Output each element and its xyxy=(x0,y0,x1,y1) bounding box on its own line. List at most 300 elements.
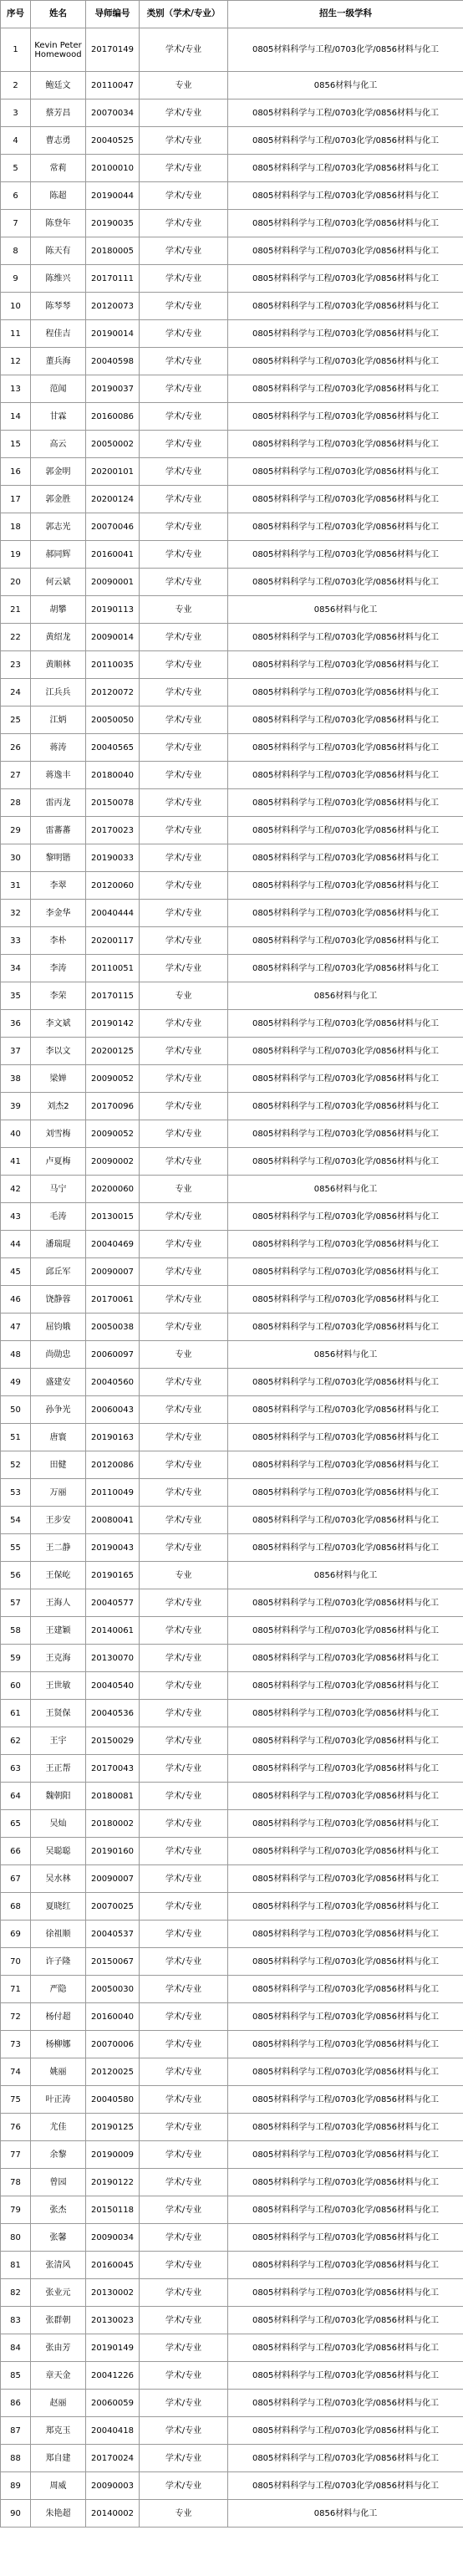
cell-name: 吴水林 xyxy=(31,1865,86,1893)
cell-name: 黎明锴 xyxy=(31,844,86,872)
cell-type: 学术/专业 xyxy=(140,2417,228,2445)
cell-name: 张业元 xyxy=(31,2279,86,2307)
cell-code: 20050038 xyxy=(86,1314,140,1341)
header-no: 序号 xyxy=(1,1,31,28)
cell-type: 学术/专业 xyxy=(140,569,228,596)
cell-subject: 0805材料科学与工程/0703化学/0856材料与化工 xyxy=(228,431,463,458)
cell-subject: 0805材料科学与工程/0703化学/0856材料与化工 xyxy=(228,1479,463,1507)
cell-code: 20160045 xyxy=(86,2252,140,2279)
table-row xyxy=(1,293,463,320)
cell-subject: 0805材料科学与工程/0703化学/0856材料与化工 xyxy=(228,2417,463,2445)
cell-name: 万丽 xyxy=(31,1479,86,1507)
cell-code: 20120073 xyxy=(86,293,140,320)
cell-type: 学术/专业 xyxy=(140,955,228,982)
cell-name: 姚丽 xyxy=(31,2058,86,2086)
cell-name: 尚勋忠 xyxy=(31,1341,86,1369)
cell-code: 20110049 xyxy=(86,1479,140,1507)
cell-no: 27 xyxy=(1,762,31,789)
table-row xyxy=(1,789,463,817)
cell-no: 38 xyxy=(1,1065,31,1093)
cell-subject: 0805材料科学与工程/0703化学/0856材料与化工 xyxy=(228,1120,463,1148)
cell-code: 20070006 xyxy=(86,2031,140,2058)
cell-no: 20 xyxy=(1,569,31,596)
table-row xyxy=(1,596,463,624)
cell-no: 40 xyxy=(1,1120,31,1148)
cell-type: 学术/专业 xyxy=(140,1645,228,1672)
cell-type: 学术/专业 xyxy=(140,1231,228,1258)
cell-type: 学术/专业 xyxy=(140,2114,228,2141)
table-row xyxy=(1,1093,463,1120)
cell-type: 学术/专业 xyxy=(140,293,228,320)
cell-type: 学术/专业 xyxy=(140,1617,228,1645)
table-row xyxy=(1,1286,463,1314)
table-row xyxy=(1,1176,463,1203)
cell-name: 唐寰 xyxy=(31,1424,86,1451)
cell-code: 20090002 xyxy=(86,1148,140,1176)
cell-type: 学术/专业 xyxy=(140,2169,228,2196)
cell-name: 范闻 xyxy=(31,375,86,403)
cell-no: 71 xyxy=(1,1976,31,2003)
cell-type: 学术/专业 xyxy=(140,872,228,900)
cell-name: 王海人 xyxy=(31,1589,86,1617)
table-row xyxy=(1,2334,463,2362)
cell-code: 20040418 xyxy=(86,2417,140,2445)
table-row xyxy=(1,1341,463,1369)
cell-no: 58 xyxy=(1,1617,31,1645)
header-subject: 招生一级学科 xyxy=(228,1,463,28)
table-row xyxy=(1,1589,463,1617)
cell-type: 学术/专业 xyxy=(140,2445,228,2472)
cell-no: 42 xyxy=(1,1176,31,1203)
cell-subject: 0856材料与化工 xyxy=(228,1176,463,1203)
cell-name: 郭金明 xyxy=(31,458,86,486)
cell-code: 20110047 xyxy=(86,72,140,99)
cell-subject: 0805材料科学与工程/0703化学/0856材料与化工 xyxy=(228,2003,463,2031)
cell-subject: 0805材料科学与工程/0703化学/0856材料与化工 xyxy=(228,99,463,127)
cell-subject: 0805材料科学与工程/0703化学/0856材料与化工 xyxy=(228,1314,463,1341)
cell-subject: 0856材料与化工 xyxy=(228,982,463,1010)
cell-code: 20120060 xyxy=(86,872,140,900)
cell-no: 77 xyxy=(1,2141,31,2169)
cell-no: 60 xyxy=(1,1672,31,1700)
cell-name: 饶静蓉 xyxy=(31,1286,86,1314)
cell-name: 李涛 xyxy=(31,955,86,982)
cell-subject: 0805材料科学与工程/0703化学/0856材料与化工 xyxy=(228,1093,463,1120)
cell-type: 学术/专业 xyxy=(140,789,228,817)
cell-subject: 0805材料科学与工程/0703化学/0856材料与化工 xyxy=(228,1700,463,1727)
cell-subject: 0805材料科学与工程/0703化学/0856材料与化工 xyxy=(228,2390,463,2417)
cell-type: 学术/专业 xyxy=(140,1810,228,1838)
cell-type: 学术/专业 xyxy=(140,182,228,210)
cell-code: 20160041 xyxy=(86,541,140,569)
table-row xyxy=(1,403,463,431)
cell-name: 刘杰2 xyxy=(31,1093,86,1120)
table-row xyxy=(1,2252,463,2279)
cell-subject: 0805材料科学与工程/0703化学/0856材料与化工 xyxy=(228,1672,463,1700)
cell-code: 20040598 xyxy=(86,348,140,375)
cell-no: 83 xyxy=(1,2307,31,2334)
cell-subject: 0805材料科学与工程/0703化学/0856材料与化工 xyxy=(228,651,463,679)
cell-name: 黄顺林 xyxy=(31,651,86,679)
cell-subject: 0805材料科学与工程/0703化学/0856材料与化工 xyxy=(228,1424,463,1451)
cell-subject: 0805材料科学与工程/0703化学/0856材料与化工 xyxy=(228,2307,463,2334)
cell-code: 20170111 xyxy=(86,265,140,293)
table-row xyxy=(1,2390,463,2417)
cell-code: 20190163 xyxy=(86,1424,140,1451)
cell-code: 20040580 xyxy=(86,2086,140,2114)
cell-name: 朱艳超 xyxy=(31,2500,86,2528)
cell-subject: 0805材料科学与工程/0703化学/0856材料与化工 xyxy=(228,1865,463,1893)
cell-no: 17 xyxy=(1,486,31,513)
cell-code: 20190033 xyxy=(86,844,140,872)
cell-no: 43 xyxy=(1,1203,31,1231)
cell-no: 28 xyxy=(1,789,31,817)
table-row xyxy=(1,155,463,182)
cell-type: 学术/专业 xyxy=(140,817,228,844)
cell-no: 64 xyxy=(1,1783,31,1810)
cell-subject: 0805材料科学与工程/0703化学/0856材料与化工 xyxy=(228,265,463,293)
cell-subject: 0805材料科学与工程/0703化学/0856材料与化工 xyxy=(228,1507,463,1534)
cell-subject: 0805材料科学与工程/0703化学/0856材料与化工 xyxy=(228,403,463,431)
table-row xyxy=(1,1148,463,1176)
cell-subject: 0805材料科学与工程/0703化学/0856材料与化工 xyxy=(228,789,463,817)
table-row xyxy=(1,927,463,955)
cell-name: 陈维兴 xyxy=(31,265,86,293)
cell-name: 黄绍龙 xyxy=(31,624,86,651)
cell-type: 学术/专业 xyxy=(140,2390,228,2417)
cell-type: 学术/专业 xyxy=(140,927,228,955)
cell-code: 20090014 xyxy=(86,624,140,651)
cell-subject: 0805材料科学与工程/0703化学/0856材料与化工 xyxy=(228,2031,463,2058)
cell-type: 学术/专业 xyxy=(140,1534,228,1562)
cell-subject: 0805材料科学与工程/0703化学/0856材料与化工 xyxy=(228,1396,463,1424)
table-row xyxy=(1,569,463,596)
cell-name: 孙争光 xyxy=(31,1396,86,1424)
cell-name: 吴聪聪 xyxy=(31,1838,86,1865)
table-row xyxy=(1,1865,463,1893)
cell-subject: 0805材料科学与工程/0703化学/0856材料与化工 xyxy=(228,1258,463,1286)
table-row xyxy=(1,28,463,72)
cell-code: 20200101 xyxy=(86,458,140,486)
cell-type: 专业 xyxy=(140,1176,228,1203)
table-row xyxy=(1,1424,463,1451)
cell-code: 20060059 xyxy=(86,2390,140,2417)
cell-subject: 0805材料科学与工程/0703化学/0856材料与化工 xyxy=(228,2252,463,2279)
cell-name: 陈琴琴 xyxy=(31,293,86,320)
cell-code: 20190113 xyxy=(86,596,140,624)
cell-no: 67 xyxy=(1,1865,31,1893)
cell-type: 专业 xyxy=(140,596,228,624)
table-row xyxy=(1,2031,463,2058)
cell-no: 57 xyxy=(1,1589,31,1617)
cell-type: 学术/专业 xyxy=(140,1093,228,1120)
cell-subject: 0805材料科学与工程/0703化学/0856材料与化工 xyxy=(228,28,463,72)
cell-no: 68 xyxy=(1,1893,31,1921)
cell-subject: 0805材料科学与工程/0703化学/0856材料与化工 xyxy=(228,1369,463,1396)
cell-name: 雷蕃蕃 xyxy=(31,817,86,844)
cell-type: 学术/专业 xyxy=(140,237,228,265)
cell-code: 20130015 xyxy=(86,1203,140,1231)
cell-type: 学术/专业 xyxy=(140,679,228,706)
cell-subject: 0805材料科学与工程/0703化学/0856材料与化工 xyxy=(228,1921,463,1948)
cell-type: 学术/专业 xyxy=(140,348,228,375)
cell-code: 20090052 xyxy=(86,1065,140,1093)
table-row xyxy=(1,1507,463,1534)
cell-name: 李翠 xyxy=(31,872,86,900)
cell-subject: 0805材料科学与工程/0703化学/0856材料与化工 xyxy=(228,155,463,182)
cell-type: 学术/专业 xyxy=(140,1010,228,1038)
cell-type: 学术/专业 xyxy=(140,762,228,789)
cell-subject: 0805材料科学与工程/0703化学/0856材料与化工 xyxy=(228,1065,463,1093)
cell-code: 20130070 xyxy=(86,1645,140,1672)
cell-type: 学术/专业 xyxy=(140,1479,228,1507)
cell-subject: 0805材料科学与工程/0703化学/0856材料与化工 xyxy=(228,127,463,155)
cell-name: Kevin Peter Homewood xyxy=(31,28,86,72)
table-row xyxy=(1,1010,463,1038)
cell-type: 专业 xyxy=(140,982,228,1010)
cell-subject: 0805材料科学与工程/0703化学/0856材料与化工 xyxy=(228,513,463,541)
cell-subject: 0805材料科学与工程/0703化学/0856材料与化工 xyxy=(228,2141,463,2169)
cell-subject: 0805材料科学与工程/0703化学/0856材料与化工 xyxy=(228,1038,463,1065)
cell-name: 梁婵 xyxy=(31,1065,86,1093)
table-row xyxy=(1,2169,463,2196)
cell-type: 学术/专业 xyxy=(140,2279,228,2307)
cell-name: 程佳吉 xyxy=(31,320,86,348)
cell-type: 学术/专业 xyxy=(140,2224,228,2252)
cell-no: 25 xyxy=(1,706,31,734)
cell-no: 18 xyxy=(1,513,31,541)
cell-no: 24 xyxy=(1,679,31,706)
cell-name: 夏晓红 xyxy=(31,1893,86,1921)
cell-name: 陈登年 xyxy=(31,210,86,237)
cell-no: 54 xyxy=(1,1507,31,1534)
table-row xyxy=(1,348,463,375)
cell-type: 专业 xyxy=(140,1341,228,1369)
table-row xyxy=(1,1314,463,1341)
table-row xyxy=(1,1065,463,1093)
cell-no: 66 xyxy=(1,1838,31,1865)
cell-subject: 0805材料科学与工程/0703化学/0856材料与化工 xyxy=(228,679,463,706)
cell-name: 董兵海 xyxy=(31,348,86,375)
cell-subject: 0805材料科学与工程/0703化学/0856材料与化工 xyxy=(228,182,463,210)
table-row xyxy=(1,1479,463,1507)
table-row xyxy=(1,2307,463,2334)
cell-subject: 0805材料科学与工程/0703化学/0856材料与化工 xyxy=(228,1838,463,1865)
cell-code: 20040577 xyxy=(86,1589,140,1617)
cell-no: 82 xyxy=(1,2279,31,2307)
cell-subject: 0805材料科学与工程/0703化学/0856材料与化工 xyxy=(228,458,463,486)
cell-type: 学术/专业 xyxy=(140,486,228,513)
cell-no: 89 xyxy=(1,2472,31,2500)
cell-name: 王步安 xyxy=(31,1507,86,1534)
cell-type: 学术/专业 xyxy=(140,651,228,679)
cell-subject: 0805材料科学与工程/0703化学/0856材料与化工 xyxy=(228,486,463,513)
cell-no: 35 xyxy=(1,982,31,1010)
cell-subject: 0805材料科学与工程/0703化学/0856材料与化工 xyxy=(228,569,463,596)
cell-subject: 0805材料科学与工程/0703化学/0856材料与化工 xyxy=(228,2169,463,2196)
cell-name: 蒋逸丰 xyxy=(31,762,86,789)
table-row xyxy=(1,1893,463,1921)
cell-name: 江炳 xyxy=(31,706,86,734)
cell-subject: 0805材料科学与工程/0703化学/0856材料与化工 xyxy=(228,817,463,844)
table-row xyxy=(1,1672,463,1700)
table-row xyxy=(1,679,463,706)
cell-type: 学术/专业 xyxy=(140,513,228,541)
cell-name: 郝同辉 xyxy=(31,541,86,569)
cell-code: 20190035 xyxy=(86,210,140,237)
cell-code: 20170061 xyxy=(86,1286,140,1314)
cell-code: 20110051 xyxy=(86,955,140,982)
cell-name: 赵丽 xyxy=(31,2390,86,2417)
cell-code: 20041226 xyxy=(86,2362,140,2390)
cell-name: 曾园 xyxy=(31,2169,86,2196)
cell-code: 20130023 xyxy=(86,2307,140,2334)
cell-code: 20190149 xyxy=(86,2334,140,2362)
cell-type: 学术/专业 xyxy=(140,2003,228,2031)
table-row xyxy=(1,844,463,872)
cell-name: 曹志勇 xyxy=(31,127,86,155)
cell-code: 20120086 xyxy=(86,1451,140,1479)
cell-type: 学术/专业 xyxy=(140,1921,228,1948)
cell-no: 11 xyxy=(1,320,31,348)
cell-no: 5 xyxy=(1,155,31,182)
cell-code: 20080041 xyxy=(86,1507,140,1534)
table-row xyxy=(1,1562,463,1589)
cell-name: 鲍廷文 xyxy=(31,72,86,99)
cell-type: 学术/专业 xyxy=(140,210,228,237)
cell-subject: 0805材料科学与工程/0703化学/0856材料与化工 xyxy=(228,320,463,348)
cell-subject: 0805材料科学与工程/0703化学/0856材料与化工 xyxy=(228,2362,463,2390)
cell-type: 学术/专业 xyxy=(140,1451,228,1479)
cell-name: 张群朝 xyxy=(31,2307,86,2334)
cell-type: 学术/专业 xyxy=(140,1976,228,2003)
cell-code: 20130002 xyxy=(86,2279,140,2307)
cell-no: 90 xyxy=(1,2500,31,2528)
cell-name: 邱丘军 xyxy=(31,1258,86,1286)
table-row xyxy=(1,486,463,513)
cell-no: 10 xyxy=(1,293,31,320)
cell-no: 86 xyxy=(1,2390,31,2417)
cell-type: 学术/专业 xyxy=(140,1424,228,1451)
cell-subject: 0856材料与化工 xyxy=(228,2500,463,2528)
cell-no: 2 xyxy=(1,72,31,99)
cell-subject: 0805材料科学与工程/0703化学/0856材料与化工 xyxy=(228,1231,463,1258)
cell-no: 63 xyxy=(1,1755,31,1783)
cell-code: 20040560 xyxy=(86,1369,140,1396)
cell-no: 30 xyxy=(1,844,31,872)
cell-no: 16 xyxy=(1,458,31,486)
table-row xyxy=(1,127,463,155)
cell-type: 学术/专业 xyxy=(140,28,228,72)
cell-type: 学术/专业 xyxy=(140,706,228,734)
cell-name: 田健 xyxy=(31,1451,86,1479)
cell-name: 郭志光 xyxy=(31,513,86,541)
table-row xyxy=(1,1755,463,1783)
cell-no: 44 xyxy=(1,1231,31,1258)
cell-code: 20160040 xyxy=(86,2003,140,2031)
cell-name: 蔡芳昌 xyxy=(31,99,86,127)
cell-subject: 0805材料科学与工程/0703化学/0856材料与化工 xyxy=(228,1727,463,1755)
table-row xyxy=(1,1700,463,1727)
table-row xyxy=(1,2003,463,2031)
cell-subject: 0805材料科学与工程/0703化学/0856材料与化工 xyxy=(228,872,463,900)
cell-no: 36 xyxy=(1,1010,31,1038)
cell-type: 学术/专业 xyxy=(140,900,228,927)
cell-subject: 0805材料科学与工程/0703化学/0856材料与化工 xyxy=(228,1451,463,1479)
cell-no: 84 xyxy=(1,2334,31,2362)
cell-no: 52 xyxy=(1,1451,31,1479)
cell-name: 王贤保 xyxy=(31,1700,86,1727)
cell-code: 20070025 xyxy=(86,1893,140,1921)
table-row xyxy=(1,72,463,99)
table-row xyxy=(1,1727,463,1755)
table-row xyxy=(1,1617,463,1645)
cell-type: 学术/专业 xyxy=(140,2141,228,2169)
cell-subject: 0805材料科学与工程/0703化学/0856材料与化工 xyxy=(228,2279,463,2307)
cell-subject: 0805材料科学与工程/0703化学/0856材料与化工 xyxy=(228,375,463,403)
table-row xyxy=(1,1921,463,1948)
cell-code: 20090007 xyxy=(86,1258,140,1286)
cell-code: 20180002 xyxy=(86,1810,140,1838)
cell-no: 22 xyxy=(1,624,31,651)
cell-name: 周威 xyxy=(31,2472,86,2500)
cell-code: 20190014 xyxy=(86,320,140,348)
cell-code: 20150067 xyxy=(86,1948,140,1976)
cell-name: 毛涛 xyxy=(31,1203,86,1231)
cell-name: 李金华 xyxy=(31,900,86,927)
cell-type: 学术/专业 xyxy=(140,1893,228,1921)
cell-no: 69 xyxy=(1,1921,31,1948)
table-row xyxy=(1,431,463,458)
cell-code: 20040537 xyxy=(86,1921,140,1948)
cell-name: 何云斌 xyxy=(31,569,86,596)
cell-subject: 0856材料与化工 xyxy=(228,1341,463,1369)
cell-name: 李朴 xyxy=(31,927,86,955)
cell-code: 20070034 xyxy=(86,99,140,127)
cell-type: 学术/专业 xyxy=(140,403,228,431)
cell-type: 学术/专业 xyxy=(140,2334,228,2362)
cell-subject: 0805材料科学与工程/0703化学/0856材料与化工 xyxy=(228,1755,463,1783)
table-row xyxy=(1,651,463,679)
cell-name: 江兵兵 xyxy=(31,679,86,706)
table-row xyxy=(1,1120,463,1148)
table-row xyxy=(1,900,463,927)
cell-code: 20190160 xyxy=(86,1838,140,1865)
cell-type: 学术/专业 xyxy=(140,431,228,458)
table-row xyxy=(1,513,463,541)
cell-type: 学术/专业 xyxy=(140,2058,228,2086)
cell-code: 20090052 xyxy=(86,1120,140,1148)
cell-subject: 0805材料科学与工程/0703化学/0856材料与化工 xyxy=(228,1010,463,1038)
cell-code: 20100010 xyxy=(86,155,140,182)
cell-code: 20180081 xyxy=(86,1783,140,1810)
header-type: 类别（学术/专业） xyxy=(140,1,228,28)
cell-no: 6 xyxy=(1,182,31,210)
table-row xyxy=(1,2114,463,2141)
cell-subject: 0805材料科学与工程/0703化学/0856材料与化工 xyxy=(228,1534,463,1562)
cell-no: 80 xyxy=(1,2224,31,2252)
table-row xyxy=(1,982,463,1010)
cell-name: 王建颖 xyxy=(31,1617,86,1645)
cell-no: 23 xyxy=(1,651,31,679)
cell-name: 王正帮 xyxy=(31,1755,86,1783)
cell-no: 49 xyxy=(1,1369,31,1396)
table-row xyxy=(1,1976,463,2003)
cell-code: 20040444 xyxy=(86,900,140,927)
cell-no: 39 xyxy=(1,1093,31,1120)
cell-no: 61 xyxy=(1,1700,31,1727)
cell-code: 20050050 xyxy=(86,706,140,734)
